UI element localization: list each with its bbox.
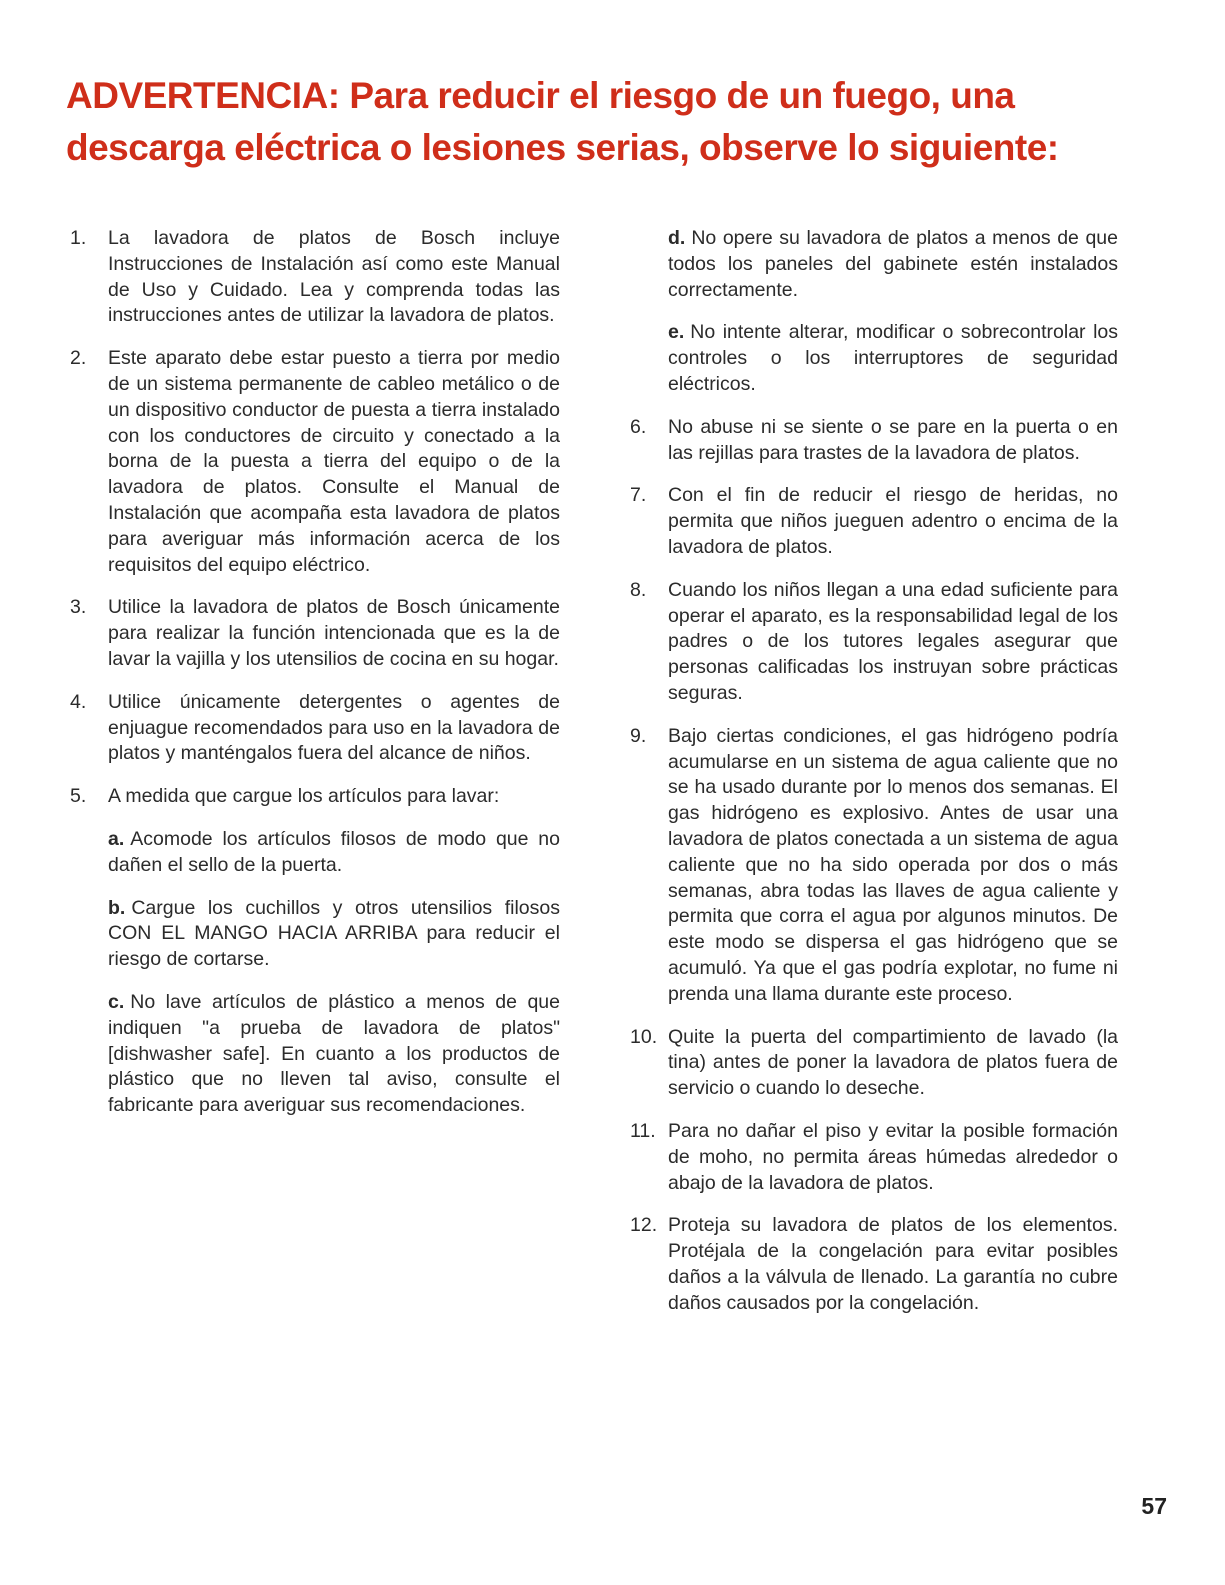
item-text: Proteja su lavadora de platos de los elementos. Protéjala de la congelación para evitar posibles daños a la válvula de llenado. La garantía no cubre daños causados por la congelación. [668, 1214, 1118, 1314]
list-item [70, 346, 560, 578]
sub-item-text: No intente alterar, modificar o sobrecontrolar los controles o los interruptores de seguridad eléctricos. [668, 321, 1118, 395]
item-number: 6. [630, 415, 647, 438]
sub-item-letter: b. [108, 896, 126, 919]
list-item [630, 1213, 1118, 1316]
item-number: 3. [70, 596, 87, 619]
item-text: Quite la puerta del compartimiento de lavado (la tina) antes de poner la lavadora de platos fuera de servicio o cuando lo deseche. [668, 1025, 1118, 1100]
list-item [630, 1119, 1118, 1196]
item-text: Utilice únicamente detergentes o agentes de enjuague recomendados para uso en la lavadora de platos y manténgalos fuera del alcance de niños. [108, 690, 560, 765]
sub-item-letter: c. [108, 990, 125, 1013]
item-text: Cuando los niños llegan a una edad suficiente para operar el aparato, es la responsabilidad legal de los padres o de los tutores legales asegurar que personas calificadas los instruyan sobre prácticas seguras. [668, 578, 1118, 704]
warning-heading [66, 70, 1156, 174]
item-number: 4. [70, 690, 87, 713]
item-number: 5. [70, 785, 87, 808]
sub-item-text: Acomode los artículos filosos de modo que no dañen el sello de la puerta. [108, 827, 560, 876]
sub-item [630, 226, 1118, 303]
page-number: 57 [1141, 1493, 1167, 1519]
sub-item-text: No lave artículos de plástico a menos de que indiquen "a prueba de lavadora de platos" [dishwasher safe]. En cuanto a los productos de plástico que no lleven tal aviso, consulte el fabricante para averiguar sus recomendaciones. [108, 990, 560, 1117]
item-number: 7. [630, 484, 647, 507]
list-item [70, 690, 560, 767]
item-text: A medida que cargue los artículos para lavar: [108, 785, 500, 808]
item-number: 10. [630, 1025, 658, 1048]
list-item [70, 595, 560, 672]
item-text: No abuse ni se siente o se pare en la puerta o en las rejillas para trastes de la lavadora de platos. [668, 415, 1118, 464]
warning-text: Para reducir el riesgo de un fuego, una descarga eléctrica o lesiones serias, observe lo siguiente: [66, 75, 1059, 168]
item-number: 8. [630, 578, 647, 601]
item-number: 2. [70, 347, 87, 370]
list-item [70, 226, 560, 329]
sub-item-letter: a. [108, 827, 125, 850]
sub-item-text: No opere su lavadora de platos a menos de que todos los paneles del gabinete estén instalados correctamente. [668, 227, 1118, 301]
list-item [630, 1025, 1118, 1102]
sub-item [70, 896, 560, 973]
list-item [630, 415, 1118, 467]
sub-item-letter: e. [668, 321, 685, 344]
item-number: 12. [630, 1214, 658, 1237]
sub-item [70, 990, 560, 1119]
list-item [630, 724, 1118, 1008]
list-item [70, 784, 560, 810]
item-text: La lavadora de platos de Bosch incluye Instrucciones de Instalación así como este Manual de Uso y Cuidado. Lea y comprenda todas las instrucciones antes de utilizar la lavadora de platos. [108, 227, 560, 327]
item-text: Bajo ciertas condiciones, el gas hidrógeno podría acumularse en un sistema de agua caliente que no se ha usado durante por lo menos dos semanas. El gas hidrógeno es explosivo. Antes de usar una lavadora de platos conectada a un sistema de agua caliente que no ha sido operada por dos o más semanas, abra todas las llaves de agua caliente y permita que corra el agua por algunos minutos. De este modo se dispersa el gas hidrógeno que se acumuló. Ya que el gas podría explotar, no fume ni prenda una llama durante este proceso. [668, 724, 1118, 1005]
item-text: Con el fin de reducir el riesgo de heridas, no permita que niños jueguen adentro o encima de la lavadora de platos. [668, 484, 1118, 558]
sub-item [70, 827, 560, 879]
right-column [630, 226, 1118, 1333]
list-item [630, 483, 1118, 560]
item-number: 1. [70, 227, 87, 249]
left-column [70, 226, 560, 1136]
sub-item-letter: d. [668, 227, 686, 249]
sub-item-text: Cargue los cuchillos y otros utensilios filosos CON EL MANGO HACIA ARRIBA para reducir el riesgo de cortarse. [108, 896, 560, 971]
item-number: 9. [630, 724, 647, 747]
item-number: 11. [630, 1119, 656, 1142]
list-item [630, 578, 1118, 707]
item-text: Para no dañar el piso y evitar la posible formación de moho, no permita áreas húmedas alrededor o abajo de la lavadora de platos. [668, 1119, 1118, 1194]
item-text: Utilice la lavadora de platos de Bosch únicamente para realizar la función intencionada que es la de lavar la vajilla y los utensilios de cocina en su hogar. [108, 596, 560, 670]
item-text: Este aparato debe estar puesto a tierra por medio de un sistema permanente de cableo metálico o de un dispositivo conductor de puesta a tierra instalado con los conductores de circuito y conectado a la borna de la puesta a tierra del equipo o de la lavadora de platos. Consulte el Manual de Instalación que acompaña esta lavadora de platos para averiguar más información acerca de los requisitos del equipo eléctrico. [108, 347, 560, 576]
warning-label: ADVERTENCIA: [66, 75, 340, 116]
sub-item [630, 320, 1118, 397]
